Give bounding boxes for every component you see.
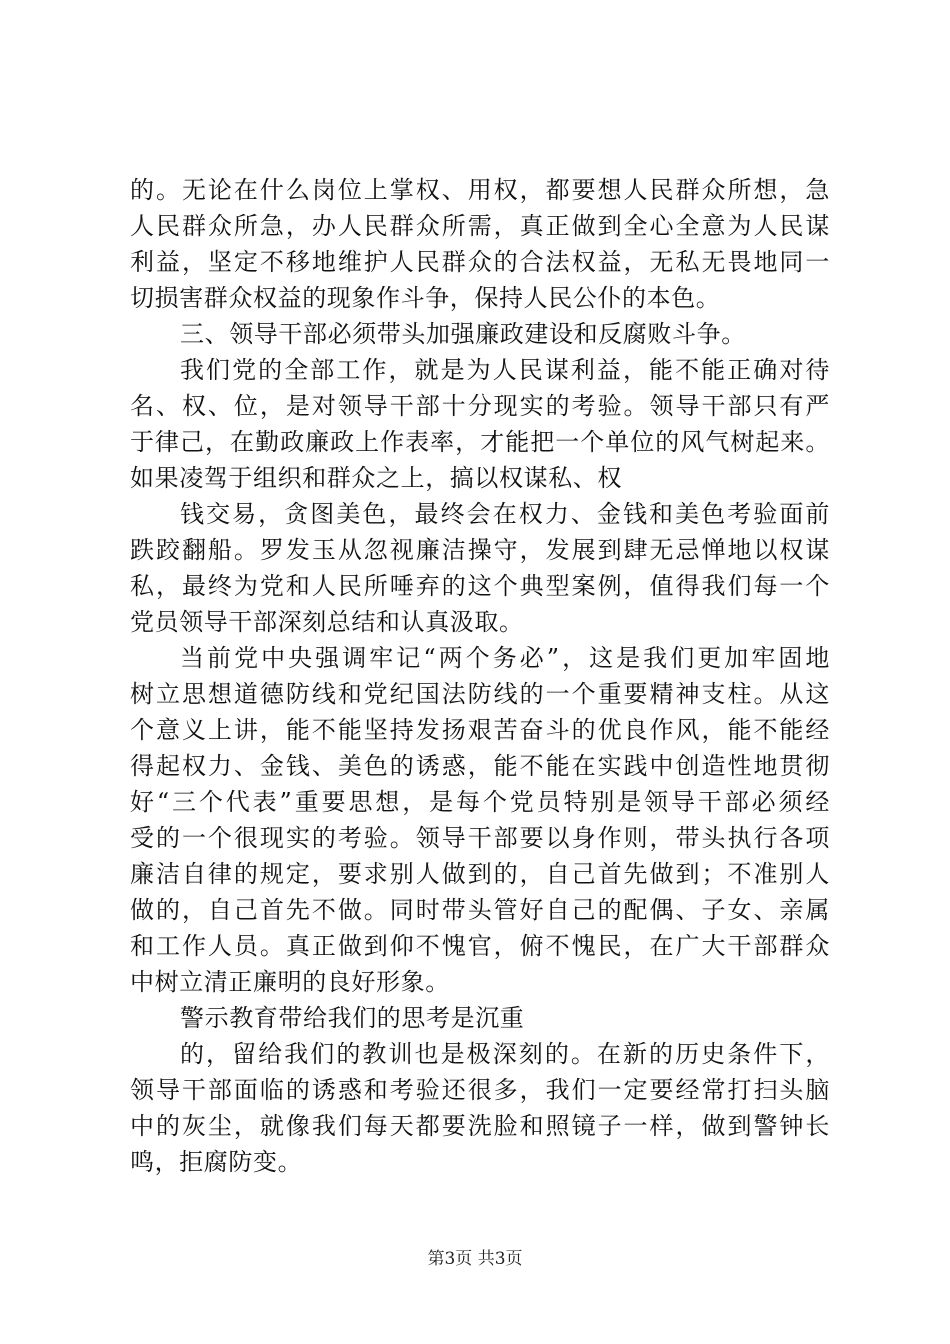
text-line: 当前党中央强调牢记“两个务必”，这是我们更加牢固地 [180, 644, 830, 672]
text-line: 私，最终为党和人民所唾弃的这个典型案例，值得我们每一个 [130, 572, 830, 600]
text-line: 我们党的全部工作，就是为人民谋利益，能不能正确对待 [180, 356, 830, 384]
document-body [130, 172, 830, 1180]
text-line: 和工作人员。真正做到仰不愧官，俯不愧民，在广大干部群众 [130, 932, 830, 960]
text-line: 利益，坚定不移地维护人民群众的合法权益，无私无畏地同一 [130, 248, 830, 276]
text-line: 树立思想道德防线和党纪国法防线的一个重要精神支柱。从这 [130, 680, 830, 708]
text-line: 人民群众所急，办人民群众所需，真正做到全心全意为人民谋 [130, 212, 830, 240]
text-line: 廉洁自律的规定，要求别人做到的，自己首先做到；不准别人 [130, 860, 830, 888]
text-line: 如果凌驾于组织和群众之上，搞以权谋私、权 [130, 464, 622, 492]
text-line: 警示教育带给我们的思考是沉重 [180, 1004, 525, 1032]
text-line: 好“三个代表”重要思想，是每个党员特别是领导干部必须经 [130, 788, 830, 816]
section-heading: 三、领导干部必须带头加强廉政建设和反腐败斗争。 [180, 320, 746, 348]
text-line: 个意义上讲，能不能坚持发扬艰苦奋斗的优良作风，能不能经 [130, 716, 830, 744]
text-line: 得起权力、金钱、美色的诱惑，能不能在实践中创造性地贯彻 [130, 752, 830, 780]
text-line: 的。无论在什么岗位上掌权、用权，都要想人民群众所想，急 [130, 176, 830, 204]
text-line: 做的，自己首先不做。同时带头管好自己的配偶、子女、亲属 [130, 896, 830, 924]
text-line: 中树立清正廉明的良好形象。 [130, 968, 450, 996]
text-line: 名、权、位，是对领导干部十分现实的考验。领导干部只有严 [130, 392, 830, 420]
text-line: 钱交易，贪图美色，最终会在权力、金钱和美色考验面前 [180, 500, 830, 528]
text-line: 切损害群众权益的现象作斗争，保持人民公仆的本色。 [130, 284, 721, 312]
text-line: 受的一个很现实的考验。领导干部要以身作则，带头执行各项 [130, 824, 830, 852]
text-line: 领导干部面临的诱惑和考验还很多，我们一定要经常打扫头脑 [130, 1076, 830, 1104]
text-line: 鸣，拒腐防变。 [130, 1148, 303, 1176]
text-line: 中的灰尘，就像我们每天都要洗脸和照镜子一样，做到警钟长 [130, 1112, 830, 1140]
text-line: 党员领导干部深刻总结和认真汲取。 [130, 608, 524, 636]
text-line: 的，留给我们的教训也是极深刻的。在新的历史条件下， [180, 1040, 830, 1068]
page-footer: 第3页 共3页 [427, 1249, 523, 1269]
text-line: 于律己，在勤政廉政上作表率，才能把一个单位的风气树起来。 [130, 428, 830, 456]
text-line: 跌跤翻船。罗发玉从忽视廉洁操守，发展到肆无忌惮地以权谋 [130, 536, 830, 564]
